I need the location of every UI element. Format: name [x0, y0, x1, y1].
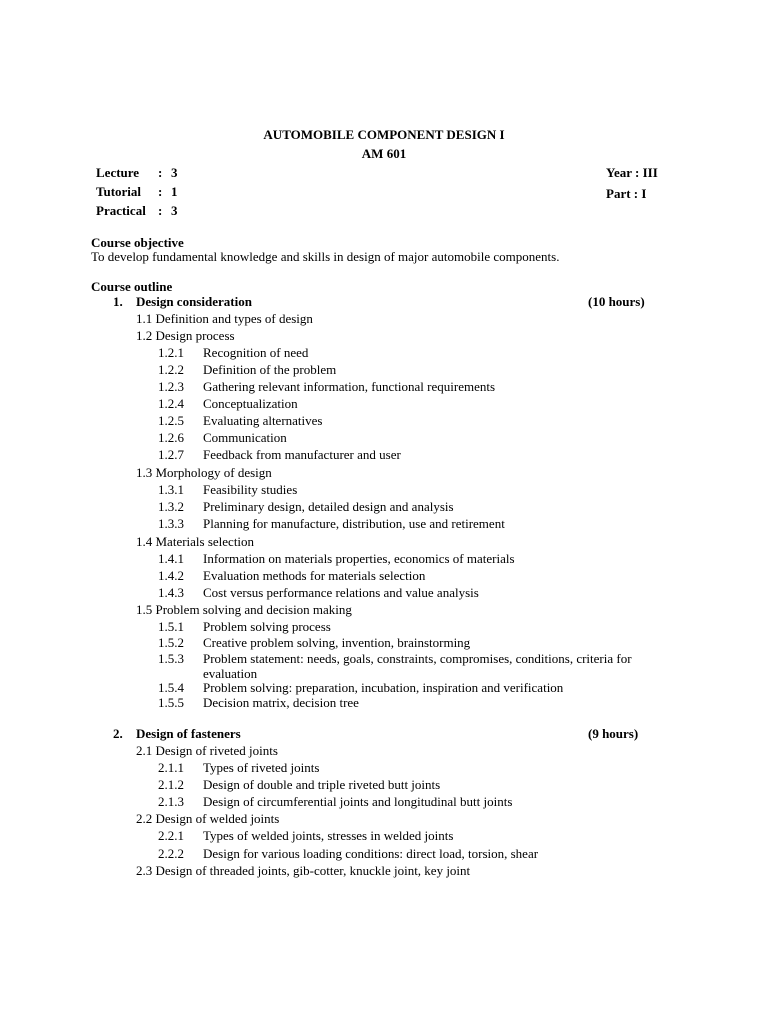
list-item	[158, 694, 359, 711]
item-number: 1.2.5	[158, 413, 184, 428]
item-text: Problem solving process	[203, 619, 331, 634]
section-hours: (10 hours)	[588, 294, 645, 309]
item-number: 1.5.1	[158, 619, 184, 634]
tutorial-value: 1	[171, 184, 178, 199]
objective-text: To develop fundamental knowledge and skills in design of major automobile components.	[91, 249, 560, 264]
item-number: 1.5.2	[158, 635, 184, 650]
outline-heading: Course outline	[91, 279, 173, 294]
item-number: 1.5.3	[158, 651, 184, 666]
item-number: 1.3.1	[158, 482, 184, 497]
item-text: Evaluating alternatives	[203, 413, 323, 428]
practical-label: Practical	[96, 203, 146, 218]
list-item: 2.1 Design of riveted joints	[136, 743, 278, 758]
list-item	[158, 550, 515, 567]
lecture-value: 3	[171, 165, 178, 180]
list-item	[158, 344, 308, 361]
lecture-sep: :	[158, 165, 163, 180]
list-item	[158, 446, 401, 463]
list-item	[158, 759, 319, 776]
item-number: 1.4.2	[158, 568, 184, 583]
item-number: 1.2.1	[158, 345, 184, 360]
item-number: 1.3.2	[158, 499, 184, 514]
item-text: Design of circumferential joints and longitudinal butt joints	[203, 794, 513, 809]
objective-heading: Course objective	[91, 235, 184, 250]
list-item: 1.4 Materials selection	[136, 534, 255, 549]
list-item	[158, 634, 470, 651]
list-item	[158, 845, 538, 862]
item-number: 1.2.4	[158, 396, 184, 411]
list-item	[158, 584, 479, 601]
list-item	[158, 618, 331, 635]
part-info: Part : I	[606, 186, 647, 201]
list-item	[158, 361, 336, 378]
item-number: 2.1.1	[158, 760, 184, 775]
item-text: Communication	[203, 430, 287, 445]
tutorial-label: Tutorial	[96, 184, 142, 199]
list-item: 1.1 Definition and types of design	[136, 311, 313, 326]
item-number: 1.5.4	[158, 680, 184, 695]
list-item	[158, 429, 287, 446]
item-number: 2.1.2	[158, 777, 184, 792]
section-title: Design of fasteners	[136, 726, 241, 741]
list-item	[158, 793, 512, 810]
list-item	[158, 515, 505, 532]
item-text: Design for various loading conditions: direct load, torsion, shear	[203, 846, 539, 861]
practical-value: 3	[171, 203, 178, 218]
section-title: Design consideration	[136, 294, 252, 309]
item-text: Design of double and triple riveted butt joints	[203, 777, 441, 792]
item-text: Definition of the problem	[203, 362, 337, 377]
list-item-continuation: evaluation	[203, 666, 258, 681]
section-number: 2.	[113, 726, 123, 741]
list-item	[158, 481, 297, 498]
list-item	[158, 412, 322, 429]
list-item	[158, 776, 440, 793]
lecture-label: Lecture	[96, 165, 140, 180]
item-text: Decision matrix, decision tree	[203, 695, 359, 710]
course-code: AM 601	[361, 146, 407, 161]
item-text: Feedback from manufacturer and user	[203, 447, 401, 462]
year-info: Year : III	[606, 165, 658, 180]
list-item: 2.2 Design of welded joints	[136, 811, 280, 826]
item-text: Types of welded joints, stresses in welded joints	[203, 828, 454, 843]
list-item: 1.5 Problem solving and decision making	[136, 602, 352, 617]
list-item: 1.2 Design process	[136, 328, 235, 343]
list-item	[158, 395, 298, 412]
item-text: Information on materials properties, economics of materials	[203, 551, 515, 566]
item-text: Conceptualization	[203, 396, 298, 411]
list-item	[158, 827, 453, 844]
tutorial-sep: :	[158, 184, 163, 199]
item-number: 1.2.6	[158, 430, 184, 445]
item-text: Feasibility studies	[203, 482, 298, 497]
item-number: 1.2.3	[158, 379, 184, 394]
item-number: 1.2.7	[158, 447, 184, 462]
item-number: 2.1.3	[158, 794, 184, 809]
list-item: 2.3 Design of threaded joints, gib-cotter, knuckle joint, key joint	[136, 863, 471, 878]
item-text: Evaluation methods for materials selection	[203, 568, 426, 583]
item-number: 1.3.3	[158, 516, 184, 531]
list-item	[158, 498, 454, 515]
item-text: Problem statement: needs, goals, constraints, compromises, conditions, criteria for	[203, 651, 632, 666]
item-text: Types of riveted joints	[203, 760, 320, 775]
item-text: Creative problem solving, invention, brainstorming	[203, 635, 471, 650]
list-item	[158, 378, 495, 395]
item-text: Recognition of need	[203, 345, 309, 360]
item-number: 1.2.2	[158, 362, 184, 377]
section-hours: (9 hours)	[588, 726, 639, 741]
item-number: 1.4.1	[158, 551, 184, 566]
item-text: Cost versus performance relations and value analysis	[203, 585, 479, 600]
section-number: 1.	[113, 294, 123, 309]
course-title: AUTOMOBILE COMPONENT DESIGN I	[263, 127, 505, 142]
list-item: 1.3 Morphology of design	[136, 465, 272, 480]
item-text: Problem solving: preparation, incubation, inspiration and verification	[203, 680, 564, 695]
list-item	[158, 567, 425, 584]
item-text: Gathering relevant information, functional requirements	[203, 379, 496, 394]
item-number: 2.2.1	[158, 828, 184, 843]
item-number: 1.4.3	[158, 585, 184, 600]
item-text: Planning for manufacture, distribution, use and retirement	[203, 516, 505, 531]
item-number: 2.2.2	[158, 846, 184, 861]
item-text: Preliminary design, detailed design and analysis	[203, 499, 454, 514]
practical-sep: :	[158, 203, 163, 218]
item-number: 1.5.5	[158, 695, 184, 710]
